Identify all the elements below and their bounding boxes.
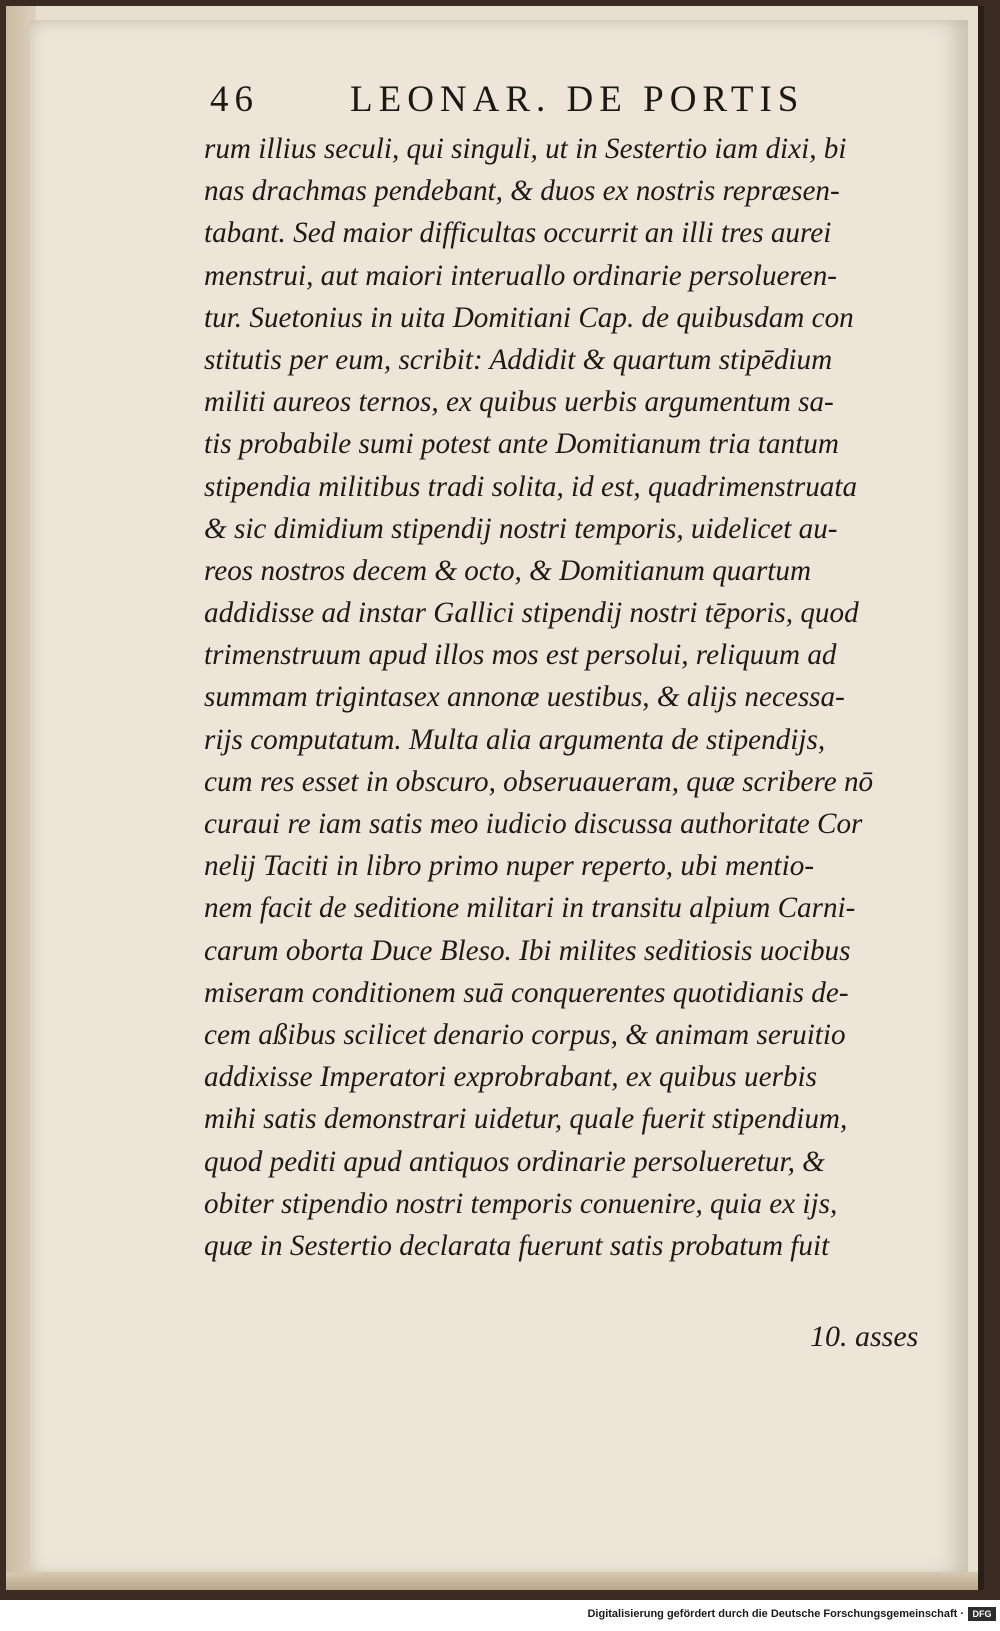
text-line: rijs computatum. Multa alia argumenta de stipendijs, [204,722,826,756]
text-line: cem aßibus scilicet denario corpus, & animam seruitio [204,1017,846,1051]
text-line: tur. Suetonius in uita Domitiani Cap. de quibusdam con [204,300,854,334]
text-line: & sic dimidium stipendij nostri temporis, uidelicet au- [204,511,838,545]
catchword: 10. asses [810,1320,919,1353]
text-line: menstrui, aut maiori interuallo ordinarie persolueren- [204,258,838,292]
text-line: addidisse ad instar Gallici stipendij nostri tēporis, quod [204,596,859,630]
running-head: LEONAR. DE PORTIS [350,79,805,120]
text-line: trimenstruum apud illos mos est persolui, reliquum ad [204,638,837,672]
text-line: reos nostros decem & octo, & Domitianum quartum [204,553,812,587]
page-header [210,78,910,128]
text-line: obiter stipendio nostri temporis conuenire, quia ex ijs, [204,1186,838,1220]
text-line: tabant. Sed maior difficultas occurrit an illi tres aurei [204,216,832,250]
text-line: cum res esset in obscuro, obseruaueram, quæ scribere nō [204,764,874,798]
text-line: addixisse Imperatori exprobrabant, ex quibus uerbis [204,1060,817,1094]
text-line: curaui re iam satis meo iudicio discussa authoritate Cor [204,807,863,840]
text-line: mihi satis demonstrari uidetur, quale fuerit stipendium, [204,1102,848,1136]
text-line: tis probabile sumi potest ante Domitianum tria tantum [204,427,839,461]
text-line: quod pediti apud antiquos ordinarie persolueretur, & [204,1144,825,1178]
text-line: nelij Taciti in libro primo nuper reperto, ubi mentio- [204,849,815,883]
text-line: stipendia militibus tradi solita, id est, quadrimenstruata [204,469,858,503]
footer-bar [0,1600,1000,1631]
dfg-logo: DFG [968,1607,996,1621]
page-number: 46 [210,79,259,120]
page-edge-bottom [6,1572,978,1590]
text-line: nas drachmas pendebant, & duos ex nostris repræsen- [204,174,840,208]
text-line: carum oborta Duce Bleso. Ibi milites seditiosis uocibus [204,933,851,967]
text-line: summam trigintasex annonæ uestibus, & alijs necessa- [204,680,845,714]
text-line: stitutis per eum, scribit: Addidit & quartum stipēdium [204,342,833,376]
text-line: miseram conditionem suā conquerentes quotidianis de- [204,975,849,1009]
funding-credit: Digitalisierung gefördert durch die Deutsche Forschungsgemeinschaft · [587,1608,964,1620]
text-line: quæ in Sestertio declarata fuerunt satis probatum fuit [204,1228,830,1262]
text-line: nem facit de seditione militari in transitu alpium Carni- [204,891,856,925]
text-line: militi aureos ternos, ex quibus uerbis argumentum sa- [204,385,834,419]
body-text [204,128,924,1267]
text-line: rum illius seculi, qui singuli, ut in Sestertio iam dixi, bi [204,132,847,165]
